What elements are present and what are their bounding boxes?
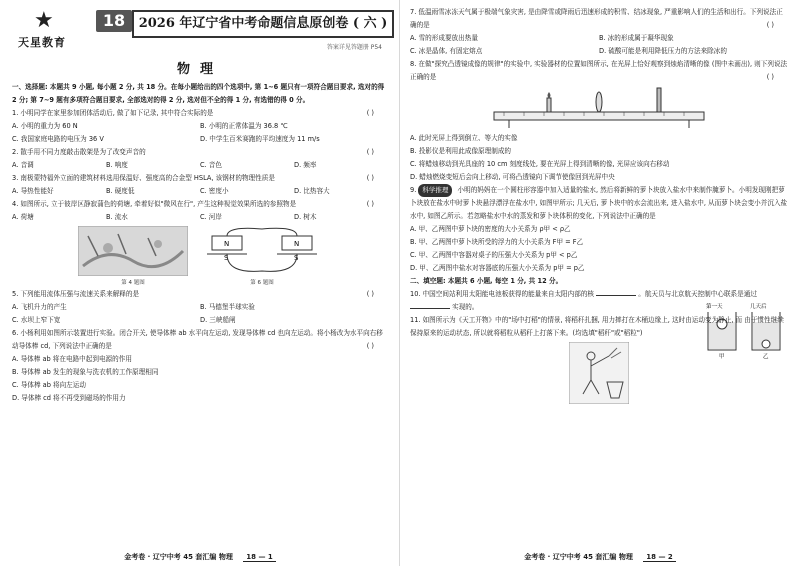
subject-title: 物理 <box>176 62 223 77</box>
answer-reference: 答案详见答题册 P54 <box>326 44 382 51</box>
figure-6 <box>202 226 322 286</box>
q1-option-a: A. 小明的重力为 60 N <box>12 122 78 130</box>
question-8 <box>410 58 788 184</box>
magnet-n-left: N <box>224 240 230 248</box>
q9-option-d: D. 甲、乙两图中盐水对容器底的压强大小关系为 p甲 = p乙 <box>410 264 585 272</box>
right-footer-text: 金考卷 · 辽宁中考 45 套汇编 物理 <box>524 553 633 561</box>
fig9-label-day1: 第一天 <box>706 304 723 310</box>
figure-6-caption: 第 6 题图 <box>250 280 274 286</box>
q1-option-b: B. 小明的正常体温为 36.8 ℃ <box>200 122 288 130</box>
q3-option-a: A. 导热性能好 <box>12 187 54 195</box>
q4-stem: 4. 如图所示, 立于彼岸区静寂蒲色的荷塘, 牵着好似"微风在行", 产生这种视觉效果所选的参照物是 <box>12 200 297 208</box>
question-11 <box>410 314 788 340</box>
fig9-label-later: 几天后 <box>750 304 767 310</box>
magnet-n-right: N <box>294 240 300 248</box>
q2-option-b: B. 响度 <box>106 161 128 169</box>
q2-option-d: D. 频率 <box>294 161 317 169</box>
figure-4 <box>78 226 188 286</box>
q5-paren: ( ) <box>366 290 374 298</box>
q10-blank-1[interactable] <box>596 295 636 296</box>
q7-option-a: A. 雪的形成要放出热量 <box>410 34 478 42</box>
question-7 <box>410 6 788 58</box>
q9-stem: 小明的妈妈在一个圆柱形容器中加入适量的盐水, 然后将新鲜的萝卜块放入盐水中来制作腌萝卜。小明发现刚把萝卜块放在盐水中时萝卜块悬浮漂浮在盐水中, 如图甲所示; 几天后, 萝卜块中的水会流出来, 进入盐水中, 从而萝卜块会变小并沉入盐水中, 如图乙所示。若忽略盐水中水的蒸发和萝卜块体积的变化, 下列说法中正确的是 <box>410 186 788 220</box>
q7-paren: ( ) <box>766 21 774 29</box>
q8-option-a: A. 此时光屏上得到倒立、等大的实像 <box>410 134 518 142</box>
q7-stem: 7. 低温雨雪冰冻天气属于极端气象灾害, 是由降雪或降雨后迅速形成的积雪、结冰现象, 严重影响人们的生活和出行。下列说法正确的是 <box>410 8 783 29</box>
q5-option-d: D. 三峡船闸 <box>200 316 236 324</box>
figures-row-4-6 <box>12 226 388 286</box>
fig9-caption-b: 乙 <box>763 354 769 360</box>
q1-paren: ( ) <box>366 109 374 117</box>
flame-icon <box>548 92 551 98</box>
q2-option-c: C. 音色 <box>200 161 222 169</box>
q4-option-b: B. 流水 <box>106 213 128 221</box>
right-footer <box>400 552 800 562</box>
q5-option-b: B. 马德堡半球实验 <box>200 303 255 311</box>
q3-option-b: B. 硬度低 <box>106 187 135 195</box>
q5-stem: 5. 下列能用流体压强与流速关系来解释的是 <box>12 290 140 298</box>
q9-option-c: C. 甲、乙两图中容器对桌子的压强大小关系为 p甲 < p乙 <box>410 251 578 259</box>
right-page-number: 18 — 2 <box>643 553 676 562</box>
optical-bench-diagram <box>489 86 709 130</box>
q9-badge: 科学推理 <box>418 184 452 197</box>
q10-end: 实现的。 <box>452 303 479 311</box>
publisher-logo <box>16 8 82 52</box>
left-footer <box>0 552 400 562</box>
q6-option-a: A. 导体棒 ab 将在电路中起到电源的作用 <box>12 355 132 363</box>
q2-stem: 2. 散手用不同力度敲击散架是为了改变声音的 <box>12 148 146 156</box>
exam-header <box>12 6 388 56</box>
q10-stem: 10. 中国空间站利用太阳能电池板获得的能量来自太阳内部的核 <box>410 290 595 298</box>
q3-paren: ( ) <box>366 174 374 182</box>
question-1 <box>12 107 388 146</box>
threshing-illustration <box>569 342 629 404</box>
q1-option-c: C. 我国家庭电路的电压为 36 V <box>12 135 104 143</box>
paper-title: 2026 年辽宁省中考命题信息原创卷 ( 六 ) <box>132 10 394 38</box>
q1-stem: 1. 小明同学在家里参加团体活动后, 做了如下记录, 其中符合实际的是 <box>12 109 214 117</box>
lens-shape <box>596 92 602 112</box>
figure-8 <box>410 86 788 130</box>
candle-shape <box>547 98 551 112</box>
q3-option-d: D. 比热容大 <box>294 187 330 195</box>
pond-photo-image <box>78 226 188 276</box>
q4-paren: ( ) <box>366 200 374 208</box>
question-10 <box>410 288 788 314</box>
q4-option-a: A. 荷塘 <box>12 213 34 221</box>
left-footer-text: 金考卷 · 辽宁中考 45 套汇编 物理 <box>124 553 233 561</box>
magnet-s-right: S <box>294 254 299 262</box>
star-icon: ★ <box>34 8 54 33</box>
q6-stem: 6. 小杨利用如图所示装置进行实验。闭合开关, 使导体棒 ab 水平向左运动, 发现导体棒 cd 也向左运动。将小杨改为水平向右移动导体棒 cd, 下列说法中正确的是 <box>12 329 383 350</box>
paper-number: 18 <box>96 10 132 32</box>
left-page-number: 18 — 1 <box>243 553 276 562</box>
magnet-s-left: S <box>224 254 229 262</box>
right-page <box>400 0 800 566</box>
section2-heading: 二、填空题: 本题共 6 小题, 每空 1 分, 共 12 分。 <box>410 277 563 285</box>
q1-option-d: D. 中学生百米赛跑的平均速度为 11 m/s <box>200 135 320 143</box>
q8-option-b: B. 投影仪是利用此成像原理制成的 <box>410 147 512 155</box>
q8-option-c: C. 将蜡烛移动到光具座的 10 cm 刻度线处, 要在光屏上得到清晰的像, 光屏应该向右移动 <box>410 160 670 168</box>
q10-blank-2[interactable] <box>410 308 450 309</box>
q11-stem: 11. 如图所示为《天工开物》中的"场中打稻"的情景, 将稻秆扎捆, 用力摔打在木桶边缘上, 这时由运动变为静止, 而 由于惯性继续保持原来的运动状态, 所以就将稻粒从稻秆上打落下来。(均选填"稻秆"或"稻粒") <box>410 316 784 337</box>
q4-option-c: C. 河岸 <box>200 213 222 221</box>
q3-option-c: C. 密度小 <box>200 187 229 195</box>
q9-option-a: A. 甲、乙两图中萝卜块的密度的大小关系为 ρ甲 < ρ乙 <box>410 225 571 233</box>
question-4 <box>12 198 388 224</box>
q2-paren: ( ) <box>366 148 374 156</box>
q6-option-d: D. 导体棒 cd 将不再受到磁场的作用力 <box>12 394 126 402</box>
q2-option-a: A. 音调 <box>12 161 34 169</box>
q9-option-b: B. 甲、乙两图中萝卜块所受的浮力的大小关系为 F甲 = F乙 <box>410 238 584 246</box>
q5-option-a: A. 飞机升力的产生 <box>12 303 67 311</box>
q9-number: 9. <box>410 186 417 194</box>
q7-option-d: D. 硫酸可能是利用降低压力的方法来除冰的 <box>599 47 727 55</box>
q8-stem: 8. 在做"探究凸透镜成像的规律"的实验中, 实验器材的位置如图所示, 在光屏上恰好观察到烛焰清晰的像 (图中未画出), 则下列说法正确的是 <box>410 60 788 81</box>
logo-text: 天星教育 <box>18 36 66 49</box>
q8-option-d: D. 蜡烛燃烧变短后会向上移动, 可将凸透镜向下调节使像回到光屏中央 <box>410 173 615 181</box>
section1-heading: 一、选择题: 本题共 9 小题, 每小题 2 分, 共 18 分。在每小题给出的四个选项中, 第 1~6 题只有一项符合题目要求, 选对的得 2 分; 第 7~9 题有多项符合题目要求, 全部选对的得 2 分, 选对但不全的得 1 分, 有选错的得 0 分。 <box>12 83 385 104</box>
fig9-caption-a: 甲 <box>719 354 725 360</box>
q6-option-b: B. 导体棒 ab 发生的现象与洗衣机的工作原理相同 <box>12 368 159 376</box>
question-9 <box>410 184 788 275</box>
question-5 <box>12 288 388 327</box>
q4-option-d: D. 树木 <box>294 213 317 221</box>
question-2 <box>12 146 388 172</box>
question-6 <box>12 327 388 405</box>
screen-shape <box>657 88 661 112</box>
q6-paren: ( ) <box>366 342 374 350</box>
q7-option-c: C. 冰是晶体, 有固定熔点 <box>410 47 483 55</box>
q5-option-c: C. 水坝上窄下宽 <box>12 316 61 324</box>
q8-paren: ( ) <box>766 73 774 81</box>
q7-option-b: B. 冰的形成属于凝华现象 <box>599 34 674 42</box>
q6-option-c: C. 导体棒 ab 将向左运动 <box>12 381 86 389</box>
q10-after: 。航天员与北京航天控制中心联系是通过 <box>638 290 757 298</box>
q3-stem: 3. 南极蒙特福外立面的建筑材料选用保温好、强度高的合金型 HSLA, 该钢材的物理性质是 <box>12 174 275 182</box>
figure-4-caption: 第 4 题图 <box>121 280 145 286</box>
question-3 <box>12 172 388 198</box>
magnet-circuit-diagram <box>202 226 322 276</box>
